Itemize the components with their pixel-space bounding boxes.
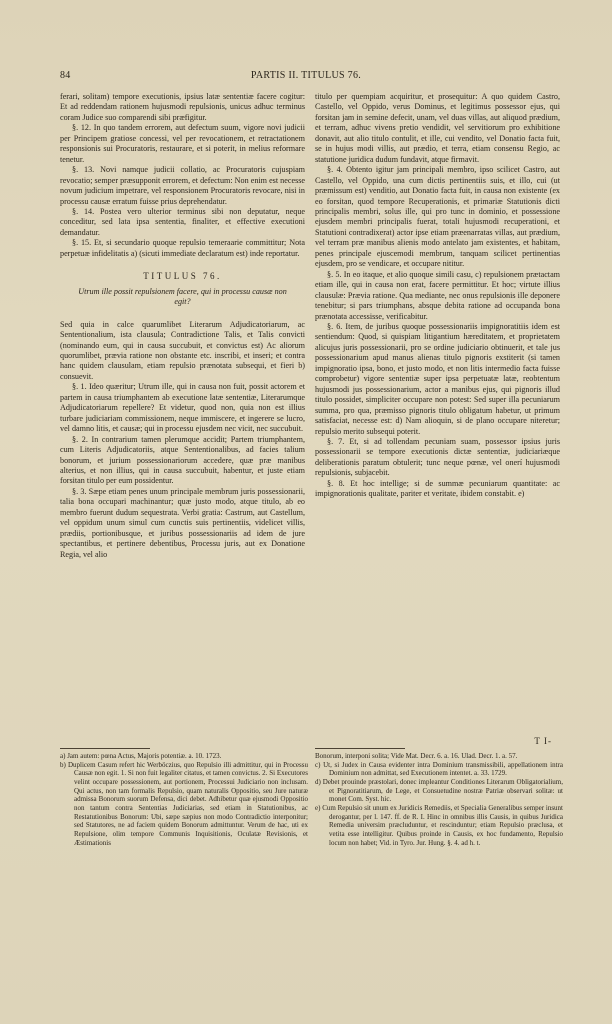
right-column [315,92,560,500]
left-column [60,92,305,560]
footnote: d) Debet prouinde præstolari, donec impleantur Conditiones Literarum Obligatorialium, et Pignoratitiarum, de Lege, et Consuetudine nostræ Patriæ observari solitæ: ut monet Com. Syst. hic. [315,777,563,804]
paragraph: §. 2. In contrarium tamen plerumque accidit; Partem triumphantem, cum Literis Adjudicatoriis, atque Sententionalibus, ad facies talium bonorum, et jurium possessionariorum accedere, quæ præ manibus alterius, et non illius, qui in causa succubuit, habentur, et juste etiam forsitan titulo per eum possidentur. [60,434,305,486]
paragraph: §. 4. Obtento igitur jam principali membro, ipso scilicet Castro, aut Castello, vel Oppido, una cum dictis pertinentiis suis, et illo, cui (ut præmissum est) venditio, aut Donatio facta fuit, in causa non existente (ex eo forsitan, quod tempore Recuperationis, et primariæ Statutionis dicti principalis membri, solus ille, qui pro tunc in dominio, et possessione ejusdem membri principalis fuerat, totali hujusmodi recuperationi, et Statutioni contradixerat) actor ipse etiam præenarratas villas, aut prædium, vel terram præ manibus alienis modo antelato jam existentes, et habitam, penes principale ejuscemodi membrum, tanquam scilicet pertinentias ejusdem, pro se vendicare, et occupare nititur. [315,165,560,269]
paragraph: titulo per quempiam acquiritur, et prosequitur: A quo quidem Castro, Castello, vel Oppido, verus Dominus, et legitimus possessor ejus, qui forsitan jam in semine defecit, unam, vel duas villas, aut aliquod prædium, et terram, adhuc vivens pretio vendidit, vel servitiorum pro exhibitione donavit, aut alio titulo contulit, et ille, cui vendito, vel Donatio facta fuit, se in hujus modi villis, aut prædio, et terra, etiam consensu Regio, ac statutione juridica dudum fundavit, atque firmavit. [315,92,560,164]
chapter-title: TITULUS 76. [143,271,222,282]
footnote: e) Cum Repulsio sit unum ex Juridicis Remediis, et Specialia Generalibus semper insunt derogantur, per l. 147. ff. de R. I. Hinc in omnibus illis Causis, in quibus Juridica Remedia universim præcluduntur, et rescinduntur; etiam Repulsio præclusa, et vetita esse intelligitur. Quibus proinde in Causis, ex hoc fundamento, Repulsio locum non habet; Vid. in Tyro. Jur. Hung. §. 4. ad h. t. [315,803,563,847]
paragraph: §. 15. Et, si secundario quoque repulsio temeraarie committitur; Nota perpetuæ infidelitatis a) (sicuti immediate declaratum est) inde reportatur. [60,238,305,258]
paragraph: ferari, solitam) tempore executionis, ipsius latæ sententiæ facere cogitur: Et ad reddendam rationem hujusmodi repulsionis, unicus adhuc terminus coram Judice suo comparendi sibi præfigitur. [60,92,305,122]
footnote-rule [60,748,150,749]
catchword: T I- [534,736,552,746]
paragraph: §. 1. Ideo quæritur; Utrum ille, qui in causa non fuit, possit actorem et partem in causa triumphantem ab executione latæ sententiæ, Literarumque Adjudicatoriarum repellere? Et videtur, quod non, quia non est illius turbare judiciariam commissionem, neque immiscere, et ingerere se lucro, vel damno litis, et causæ; qui in processu ejusdem nec vicit, nec succubuit. [60,382,305,434]
chapter-question: Utrum ille possit repulsionem facere, qui in processu causæ non egit? [78,286,287,307]
footnote: a) Jam autem: pœna Actus, Majoris potentiæ. a. 10. 1723. [60,752,222,760]
footnote: b) Duplicem Casum refert hic Werböczius, quo Repulsio illi admittitur, qui in Processu Causæ non egit. 1. Si non fuit legaliter citatus, et tamen convictus. 2. Si Executores velint occupare possessionem, aut portionem, Processui Judiciario non inclusam. Qui actus, non tam formalis Repulsio, quam naturalis Oppositio, seu Jure naturæ admissa Bonorum suorum Defensa, dici debet. Adhibetur quæ ejusmodi Oppositio non tantum contra Sententias Judiciarias, sed etiam in Statutionibus, ac Restatutionibus Bonorum: Ubi, sæpe sæpius non modo Contradictio interponitur; sed Statutores, ne ad faciem quidem Bonorum admittuntur. Verum de hac, uti ex Repulsione, olim tempore Communis Inquisitionis, Oculatæ Revisionis, et Æstimationis [60,760,308,847]
paragraph: §. 3. Sæpe etiam penes unum principale membrum juris possessionarii, talia bona occupari machinantur; quæ justo modo, atque titulo, ab eo membro fuerunt dudum sequestrata. Verbi gratia: Castrum, aut Castellum, vel oppidum unum simul cum cunctis suis pertinentiis, videlicet villis, prædiis, portionibusque, et juribus possessionariis ad idem de jure spectantibus, et pertinere debentibus, Processu juris, aut ex Donatione Regia, vel alio [60,486,305,559]
running-head: PARTIS II. TITULUS 76. [250,70,362,81]
paragraph: Sed quia in calce quarumlibet Literarum Adjudicatoriarum, ac Sententionalium, ista clausula; Contradictione Talis, et Talis convicti (nominando eum, qui in causa succubuit, et convictus est) Ac aliorum quorumlibet, prævia ratione non obstante etc. inscribi, et inseri; et contra hanc quidem clausulam, etiam repulsio prænotata subsequi, et fieri b) consuevit. [60,319,305,381]
footnote: Bonorum, interponi solita; Vide Mat. Decr. 6. a. 16. Ulad. Decr. 1. a. 57. [315,752,518,760]
paragraph: §. 13. Novi namque judicii collatio, ac Procuratoris cujuspiam revocatio; semper præsupponit errorem, et defectum: Non enim est necesse novum judicium impetrare, vel responsionem Procuratoris revocare, nisi in processu causæ erratum fuisse prius deprehendatur. [60,165,305,206]
page-header [60,70,552,84]
paragraph: §. 5. In eo itaque, et alio quoque simili casu, c) repulsionem prætactam etiam ille, qui in causa non erat, facere permittitur. Et hoc; virtute illius clausulæ: Prævia ratione. Qua mediante, nec onus repulsionis ille deponere tenebitur; si pars triumphans, absque debita ratione ad occupanda bona prænotata accessisse, verificabitur. [315,269,560,321]
footnotes-left [60,752,308,847]
footnote-rule [315,748,405,749]
footnotes-right [315,752,563,847]
paragraph: §. 14. Postea vero ulterior terminus sibi non deputatur, neque conceditur, sed lata ipsa sententia, finaliter, et effective executioni demandatur. [60,206,305,237]
paragraph: §. 6. Item, de juribus quoque possessionariis impignoratitiis idem est sentiendum: Quod, si quispiam litigantium hæreditatem, et proprietatem alicujus juris possessionarii, pro se ordine judiciario obtinuerit, et tale jus possessionarium apud manus alienas titulo pignoris exstiterit (si tamen impignoratio ipsa, bono, et justo modo, et non litis intermedio facta fuisse comprobetur) vigore sententiæ super ipsa perpetuatæ latæ, reobtentum hujusmodi jus possessionarium, actor a manibus ejus, qui pignoris illud titulo possidet, simpliciter occupare non potest: Sed super illa pecuniarum summa, pro qua, præmisso pignoris titulo obligatum habetur, ut primum satisfaciat, necesse est: d) Nam alioquin, si de plano occupare niteretur; repulsio merito subsequi poterit. [315,321,560,436]
footnote: c) Ut, si Judex in Causa evidenter intra Dominium transmissibili, appellationem intra Dominium non admittat, sed Executionem intentet. a. 33. 1729. [315,760,563,778]
paragraph: §. 8. Et hoc intellige; si de summæ pecuniarum quantitate: ac impignorationis qualitate, pariter et veritate, ibidem constabit. e) [315,478,560,499]
paragraph: §. 7. Et, si ad tollendam pecuniam suam, possessor ipsius juris possessionarii se tempore executionis dictæ sententiæ, judiciariæque deliberationis paratum obtulerit; tunc neque pœnæ, vel onerí hujusmodi repulsionis, subjacebit. [315,436,560,478]
page-number: 84 [60,70,71,81]
paragraph: §. 12. In quo tandem errorem, aut defectum suum, vigore novi judicii per Principem gratiose concessi, vel per revocationem, et retractationem responsionis sui Procuratoris, restaurare, et si poterit, in melius reformare tenetur. [60,123,305,164]
